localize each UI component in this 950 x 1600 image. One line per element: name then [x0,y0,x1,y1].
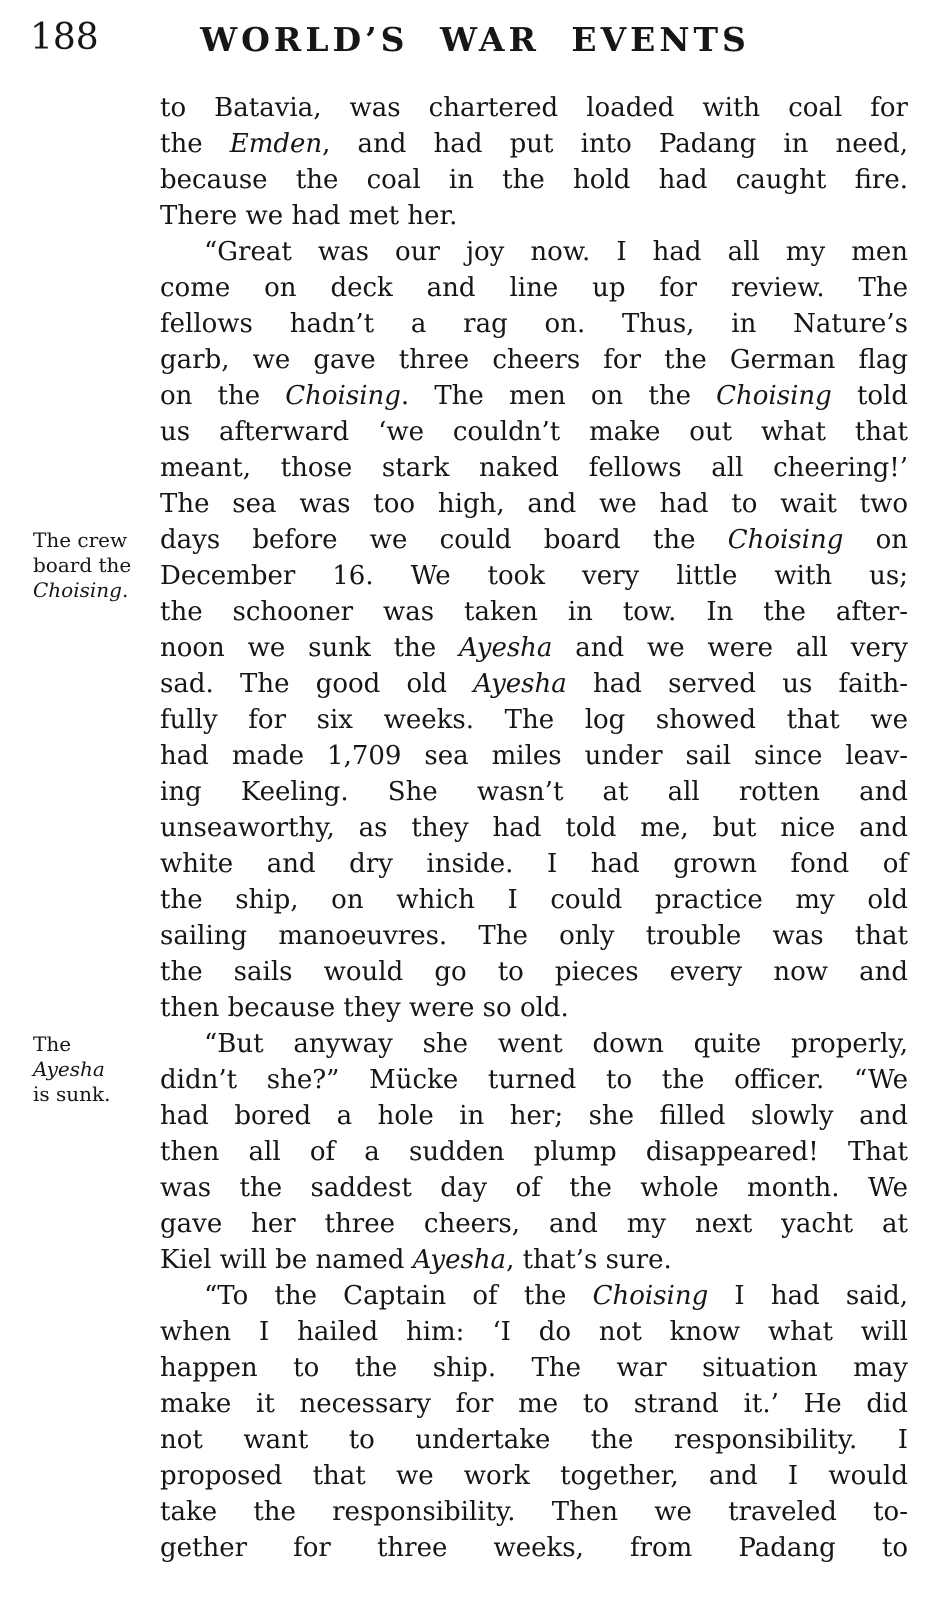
text-line: The sea was too high, and we had to wait two [160,489,908,519]
text-line: Kiel will be named Ayesha, that’s sure. [160,1245,672,1275]
text-line: sad. The good old Ayesha had served us faith- [160,669,908,699]
text-line: the Emden, and had put into Padang in need, [160,129,908,159]
text-line: white and dry inside. I had grown fond of [160,849,908,879]
text-line: had bored a hole in her; she filled slowly and [160,1101,908,1131]
margin-note-line: board the [33,553,132,577]
text-line: to Batavia, was chartered loaded with coal for [160,93,908,123]
text-line: not want to undertake the responsibility. I [160,1425,908,1455]
text-line: was the saddest day of the whole month. We [160,1173,908,1203]
text-line: had made 1,709 sea miles under sail since leav- [160,741,908,771]
text-line: “To the Captain of the Choising I had said, [204,1281,908,1311]
margin-note-line: The [33,1032,72,1056]
margin-note [33,1032,173,1107]
text-line: noon we sunk the Ayesha and we were all very [160,633,909,663]
text-line: take the responsibility. Then we traveled to- [160,1497,908,1527]
text-line: gave her three cheers, and my next yacht at [160,1209,908,1239]
margin-note-line: Choising. [33,578,129,602]
text-line: sailing manoeuvres. The only trouble was that [160,921,908,951]
text-line: us afterward ‘we couldn’t make out what that [160,417,908,447]
page-number: 188 [30,17,99,58]
margin-note-line: is sunk. [33,1082,111,1106]
text-line: December 16. We took very little with us; [160,561,908,591]
text-line: fellows hadn’t a rag on. Thus, in Nature’s [160,309,908,339]
text-line: days before we could board the Choising on [160,525,908,555]
text-line: proposed that we work together, and I would [160,1461,908,1491]
text-line: happen to the ship. The war situation may [160,1353,908,1383]
text-line: There we had met her. [160,201,458,231]
text-line: when I hailed him: ‘I do not know what will [160,1317,908,1347]
text-line: the schooner was taken in tow. In the after- [160,597,908,627]
text-line: didn’t she?” Mücke turned to the officer. “We [160,1065,908,1095]
text-line: come on deck and line up for review. The [160,273,908,303]
text-line: “But anyway she went down quite properly, [204,1029,908,1059]
text-line: unseaworthy, as they had told me, but nice and [160,813,908,843]
text-line: gether for three weeks, from Padang to [160,1533,908,1563]
text-line: the ship, on which I could practice my old [160,885,908,915]
text-line: then all of a sudden plump disappeared! That [160,1137,908,1167]
text-line: meant, those stark naked fellows all cheering!’ [160,453,908,483]
text-line: make it necessary for me to strand it.’ He did [160,1389,908,1419]
text-line: because the coal in the hold had caught fire. [160,165,908,195]
margin-note [33,528,173,603]
running-title: WORLD’S WAR EVENTS [200,20,750,59]
text-line: ing Keeling. She wasn’t at all rotten and [160,777,908,807]
text-line: the sails would go to pieces every now and [160,957,908,987]
margin-note-line: The crew [33,528,128,552]
text-line: then because they were so old. [160,993,569,1023]
text-line: on the Choising. The men on the Choising told [160,381,908,411]
text-line: “Great was our joy now. I had all my men [204,237,908,267]
body-text [160,90,908,1566]
margin-note-line: Ayesha [33,1057,105,1081]
text-line: garb, we gave three cheers for the German flag [160,345,908,375]
text-line: fully for six weeks. The log showed that we [160,705,908,735]
